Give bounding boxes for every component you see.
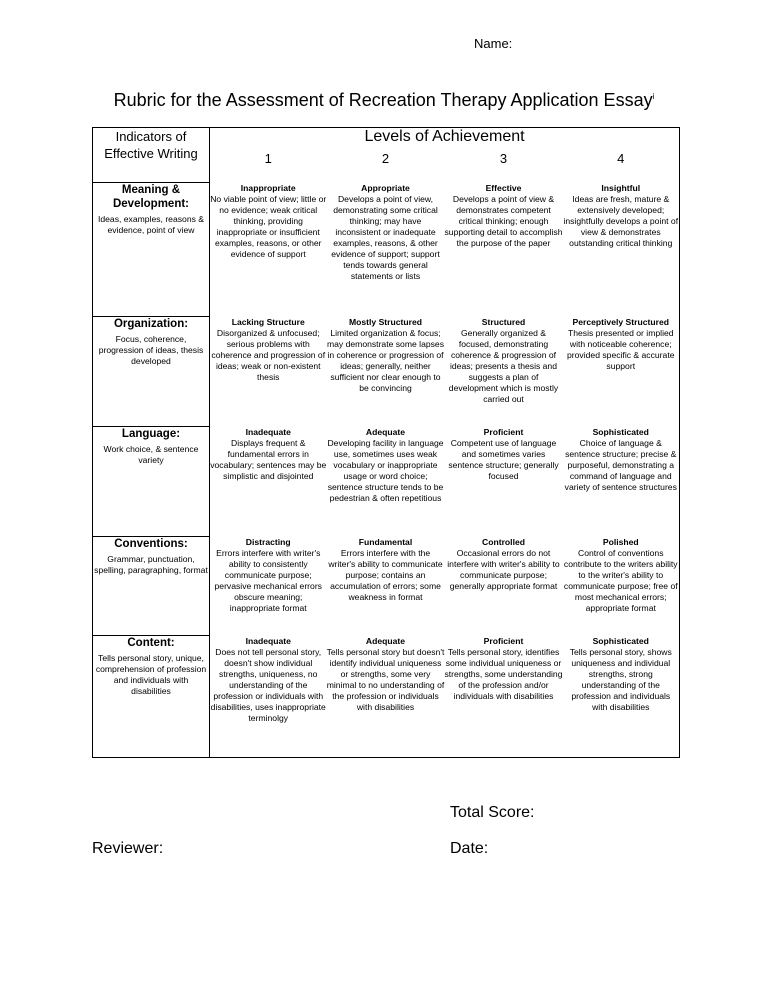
indicator-title: Conventions: [114, 538, 188, 550]
title-footnote-mark: i [652, 92, 655, 101]
cell-title: Structured [481, 316, 526, 327]
cell-text: Develops a point of view, demonstrating some critical thinking; may have inconsistent or inadequate examples, reasons, & other evidence of support; support tends towards general statements or lists [331, 193, 440, 281]
cell-text: No viable point of view; little or no evidence; weak critical thinking, providing inappropriate or insufficient examples, reasons, or other evidence of support [210, 193, 327, 259]
rubric-cell [445, 427, 563, 537]
indicator-title: Language: [121, 428, 181, 440]
cell-text: Does not tell personal story, doesn't show individual strengths, uniqueness, no understanding of the profession or individuals with disabilities, uses inappropriate terminolgy [210, 646, 326, 723]
cell-text: Competent use of language and sometimes varies sentence structure; generally focused [448, 437, 559, 481]
cell-text: Tells personal story but doesn't identify individual uniqueness or strengths, some very minimal to no understanding of the profession or individuals with disabilities [326, 646, 445, 712]
rubric-cell [563, 427, 680, 537]
cell-text: Errors interfere with the writer's ability to communicate purpose; contains an accumulation of errors; some weakness in format [328, 547, 443, 602]
cell-text: Errors interfere with writer's ability to consistently communicate purpose; pervasive mechanical errors obscure meaning; inappropriate format [214, 547, 322, 613]
rubric-cell [210, 183, 327, 317]
cell-text: Ideas are fresh, mature & extensively developed; insightfully develops a point of view & demonstrates outstanding critical thinking [563, 193, 679, 248]
rubric-cell [327, 427, 445, 537]
indicator-description: Grammar, punctuation, spelling, paragraphing, format [94, 554, 208, 575]
indicator-description: Ideas, examples, reasons & evidence, point of view [97, 214, 205, 235]
indicator-content [93, 636, 210, 758]
rubric-cell [563, 183, 680, 317]
cell-title: Perceptively Structured [572, 316, 669, 327]
indicator-organization [93, 317, 210, 427]
rubric-table [92, 127, 680, 758]
rubric-cell [445, 183, 563, 317]
indicator-title: Meaning & Development: [112, 184, 190, 210]
cell-title: Adequate [365, 635, 406, 646]
total-score-label: Total Score: [450, 804, 535, 821]
indicator-conventions [93, 537, 210, 636]
cell-text: Control of conventions contribute to the writers ability to the writer's ability to communicate purpose; free of most mechanical errors; appropriate format [563, 547, 678, 613]
rubric-cell [563, 317, 680, 427]
level-2-heading: 2 [381, 150, 390, 166]
cell-title: Sophisticated [592, 635, 649, 646]
cell-text: Tells personal story, shows uniqueness and individual strengths, strong understanding of the profession and individuals with disabilities [569, 646, 672, 712]
cell-title: Insightful [601, 182, 641, 193]
cell-text: Developing facility in language use, sometimes uses weak vocabulary or inappropriate usage or word choice; sentence structure tends to be pedestrian & often repetitious [327, 437, 444, 503]
indicator-meaning [93, 183, 210, 317]
table-row [93, 636, 680, 758]
cell-title: Inadequate [245, 426, 291, 437]
rubric-cell [210, 427, 327, 537]
rubric-cell [445, 636, 563, 758]
indicator-title: Content: [127, 637, 175, 649]
cell-title: Distracting [245, 536, 291, 547]
indicator-language [93, 427, 210, 537]
name-label: Name: [474, 36, 513, 51]
cell-title: Appropriate [361, 182, 410, 193]
levels-heading: Levels of Achievement [364, 128, 525, 145]
cell-text: Displays frequent & fundamental errors in vocabulary; sentences may be simplistic and disjointed [210, 437, 327, 481]
cell-title: Mostly Structured [348, 316, 423, 327]
rubric-cell [563, 636, 680, 758]
cell-text: Choice of language & sentence structure; precise & purposeful, demonstrating a command of language and variety of sentence structures [564, 437, 677, 492]
cell-title: Sophisticated [592, 426, 649, 437]
cell-text: Limited organization & focus; may demonstrate some lapses in coherence or progression of ideas; generally, neither sufficient nor clear enough to be convincing [326, 327, 445, 393]
rubric-cell [210, 636, 327, 758]
indicator-description: Tells personal story, unique, comprehension of profession and individuals with disabilities [95, 653, 207, 696]
indicator-description: Work choice, & sentence variety [103, 444, 199, 465]
page-title [0, 90, 768, 111]
rubric-cell [327, 317, 445, 427]
rubric-cell [327, 183, 445, 317]
indicator-description: Focus, coherence, progression of ideas, thesis developed [98, 334, 204, 366]
cell-title: Lacking Structure [231, 316, 305, 327]
table-row [93, 537, 680, 636]
cell-title: Proficient [483, 635, 524, 646]
rubric-cell [210, 317, 327, 427]
cell-text: Tells personal story, identifies some individual uniqueness or strengths, some understanding of the profession and/or individuals with disabilities [444, 646, 563, 701]
level-3-heading: 3 [499, 150, 508, 166]
level-1-heading: 1 [264, 150, 272, 166]
cell-title: Controlled [482, 536, 525, 547]
rubric-cell [445, 317, 563, 427]
cell-title: Polished [602, 536, 639, 547]
cell-text: Disorganized & unfocused; serious problems with coherence and progression of ideas; weak or non-existent thesis [211, 327, 326, 382]
cell-title: Adequate [365, 426, 406, 437]
rubric-cell [210, 537, 327, 636]
indicator-title: Organization: [113, 318, 189, 330]
cell-title: Fundamental [358, 536, 413, 547]
cell-text: Occasional errors do not interfere with writer's ability to communicate purpose; generally appropriate format [447, 547, 560, 591]
cell-title: Inappropriate [240, 182, 296, 193]
cell-text: Thesis presented or implied with noticeable coherence; provided specific & accurate support [567, 327, 675, 371]
cell-text: Generally organized & focused, demonstrating coherence & progression of ideas; presents a thesis and suggests a plan of development which is mostly carried out [448, 327, 559, 404]
cell-text: Develops a point of view & demonstrates competent critical thinking; enough supporting detail to accomplish the purpose of the paper [444, 193, 563, 248]
reviewer-label: Reviewer: [92, 840, 164, 857]
title-text: Rubric for the Assessment of Recreation Therapy Application Essay [113, 90, 653, 110]
cell-title: Effective [485, 182, 522, 193]
table-row [93, 183, 680, 317]
level-4-heading: 4 [617, 150, 625, 166]
rubric-cell [327, 537, 445, 636]
indicators-heading: Indicators of Effective Writing [93, 128, 210, 183]
rubric-cell [327, 636, 445, 758]
table-row [93, 317, 680, 427]
cell-title: Proficient [483, 426, 524, 437]
rubric-cell [563, 537, 680, 636]
cell-title: Inadequate [245, 635, 291, 646]
table-row [93, 427, 680, 537]
date-label: Date: [450, 840, 489, 857]
rubric-cell [445, 537, 563, 636]
